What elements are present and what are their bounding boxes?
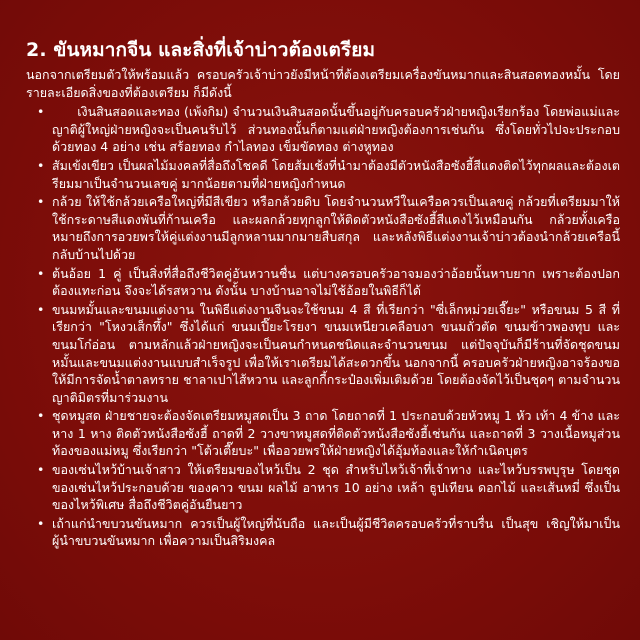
list-item-text: ของเซ่นไหว้บ้านเจ้าสาว ให้เตรียมของไหว้เป็น 2 ชุด สำหรับไหว้เจ้าที่เจ้าทาง และไหว้บรรพบุรุษ โดยชุดของเซ่นไหว้ประกอบด้วย ของคาว ขนม ผลไม้ อาหาร 10 อย่าง เหล้า ธูปเทียน ดอกไม้ และเส้นหมี่ ซึ่งเป็นของไหว้พิเศษ สื่อถึงชีวิตคู่อันยืนยาว — [52, 462, 620, 513]
section-heading: 2. ขันหมากจีน และสิ่งที่เจ้าบ่าวต้องเตรียม — [26, 39, 376, 61]
list-item-text: ต้นอ้อย 1 คู่ เป็นสิ่งที่สื่อถึงชีวิตคู่อันหวานชื่น แต่บางครอบครัวอาจมองว่าอ้อยนั้นหาบยาก เพราะต้องปอกต้องแทะก่อน จึงจะได้รสหวาน ดังนั้น บางบ้านอาจไม่ใช้อ้อยในพิธีก็ได้ — [52, 265, 620, 299]
bullet-icon: • — [37, 104, 45, 120]
bullet-icon: • — [37, 408, 45, 424]
list-item-text: ขนมหมั้นและขนมแต่งงาน ในพิธีแต่งงานจีนจะใช้ขนม 4 สี ที่เรียกว่า "ซี่เล็กหม่วยเจี๊ยะ" หรือขนม 5 สี ที่เรียกว่า "โหงวเส็กทึ้ง" ซึ่งได้แก่ ขนมเปี๊ยะโรยงา ขนมเหนียวเคลือบงา ขนมถั่วตัด ขนมข้าวพองทุบ และขนมโก๋อ่อน ตามหลักแล้วฝ่ายหญิงจะเป็นคนกำหนดชนิดและจำนวนขนม แต่ปัจจุบันก็มีร้านที่จัดชุดขนมหมั้นและขนมแต่งงานแบบสำเร็จรูป เพื่อให้เราเตรียมได้สะดวกขึ้น นอกจากนี้ ครอบครัวฝ่ายหญิงอาจร้องขอให้มีการจัดน้ำตาลทราย ชาลาเปาไส้หวาน และลูกกี้กระป๋องเพิ่มเติมด้วย โดยต้องจัดไว้เป็นชุดๆ ตามจำนวนญาติมิตรที่มาร่วมงาน — [52, 301, 620, 405]
intro-paragraph: นอกจากเตรียมตัวให้พร้อมแล้ว ครอบครัวเจ้าบ่าวยังมีหน้าที่ต้องเตรียมเครื่องขันหมากและสินสอดทองหมั้น โดยรายละเอียดสิ่งของที่ต้องเตรียม ก็มีดังนี้ — [26, 67, 620, 100]
list-item-text: เถ้าแก่นำขบวนขันหมาก ควรเป็นผู้ใหญ่ที่นับถือ และเป็นผู้มีชีวิตครอบครัวที่ราบรื่น เป็นสุข เชิญให้มาเป็นผู้นำขบวนขันหมาก เพื่อความเป็นสิริมงคล — [52, 515, 620, 549]
list-item-text: สัมเข้งเขียว เป็นผลไม้มงคลที่สื่อถึงโชคดี โดยส้มเช้งที่นำมาต้องมีตัวหนังสือซังฮี้สีแดงติดไว้ทุกผลและต้องเตรียมมาเป็นจำนวนเลขคู่ มากน้อยตามที่ฝ่ายหญิงกำหนด — [52, 157, 620, 191]
bullet-icon: • — [37, 194, 45, 210]
list-item-dowry-gold — [26, 103, 620, 156]
list-item-text: ชุดหมูสด ฝ่ายชายจะต้องจัดเตรียมหมูสดเป็น 3 ถาด โดยถาดที่ 1 ประกอบด้วยหัวหมู 1 หัว เท้า 4 ข้าง และหาง 1 หาง ติดตัวหนังสือซังฮี้ ถาดที่ 2 วางขาหมูสดที่ติดตัวหนังสือซังฮี้เช่นกัน และถาดที่ 3 วางเนื้อหมูส่วนท้องของแม่หมู ซึ่งเรียกว่า "โต้วเตี๊ยบะ" เพื่ออวยพรให้ฝ่ายหญิงได้อุ้มท้องและให้กำเนิดบุตร — [52, 408, 620, 459]
bullet-icon: • — [37, 515, 45, 531]
bullet-icon: • — [37, 157, 45, 173]
list-item-bananas — [26, 193, 620, 263]
list-item-text: กล้วย ให้ใช้กล้วยเครือใหญ่ที่มีสีเขียว หรือกล้วยดิบ โดยจำนวนหวีในเครือควรเป็นเลขคู่ กล้วยที่เตรียมมาให้ใช้กระดาษสีแดงพันที่ก้านเครือ และผลกล้วยทุกลูกให้ติดตัวหนังสือซังฮี้สีแดงไว้เหมือนกัน กล้วยทั้งเครือ หมายถึงการอวยพรให้คู่แต่งงานมีลูกหลานมากมายสืบสกุล และหลังพิธีแต่งงานเจ้าบ่าวต้องนำกล้วยเครือนี้กลับบ้านไปด้วย — [52, 194, 620, 262]
bullet-icon: • — [37, 301, 45, 317]
list-item-offerings — [26, 461, 620, 514]
list-item-procession-leader — [26, 515, 620, 550]
list-item-sugarcane — [26, 265, 620, 300]
preparation-list — [26, 103, 620, 550]
bullet-icon: • — [37, 265, 45, 281]
list-item-sweets — [26, 301, 620, 407]
bullet-icon: • — [37, 462, 45, 478]
list-item-pork-set — [26, 407, 620, 460]
list-item-text: เงินสินสอดและทอง (เพ้งกิม) จำนวนเงินสินสอดนั้นขึ้นอยู่กับครอบครัวฝ่ายหญิงเรียกร้อง โดยพ่อแม่และญาติผู้ใหญ่ฝ่ายหญิงจะเป็นคนรับไว้ ส่วนทองนั้นก็ตามแต่ฝ่ายหญิงต้องการเช่นกัน ซึ่งโดยทั่วไปจะประกอบด้วยทอง 4 อย่าง เช่น สร้อยทอง กำไลทอง เข็มขัดทอง ต่างหูทอง — [52, 104, 621, 155]
list-item-oranges — [26, 157, 620, 192]
